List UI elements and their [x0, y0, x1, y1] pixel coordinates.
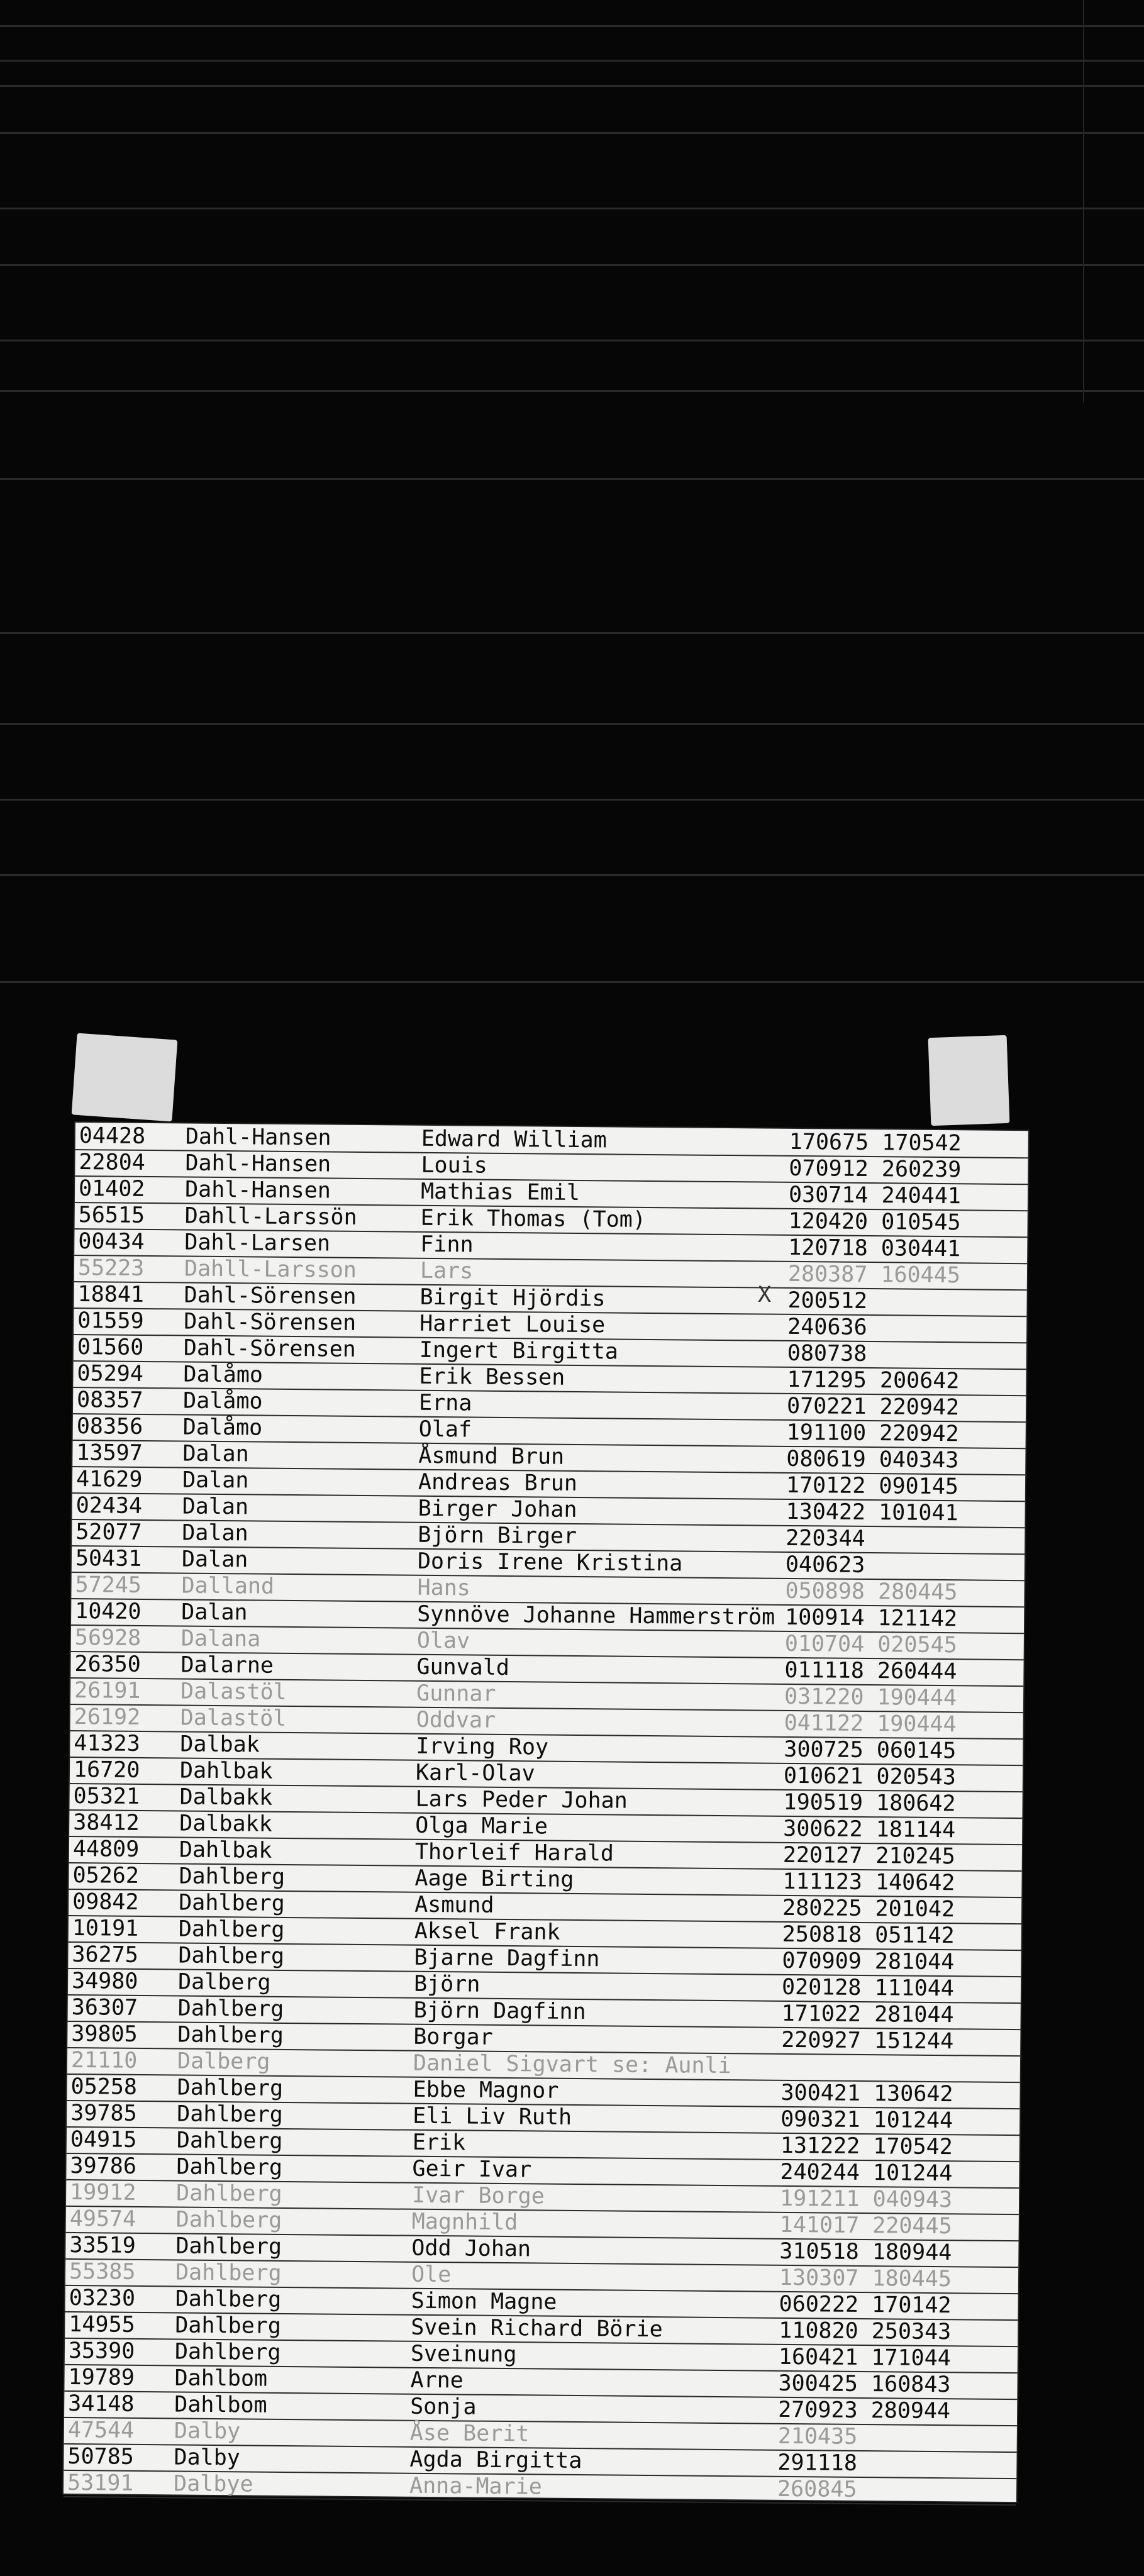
record-surname: Dalan	[182, 1494, 249, 1520]
record-surname: Dalastöl	[180, 1679, 287, 1705]
record-surname: Dahlberg	[175, 2180, 282, 2207]
record-surname: Dahlbak	[179, 1758, 273, 1784]
record-surname: Dahl-Larsen	[184, 1230, 331, 1257]
record-id: 01559	[77, 1308, 144, 1334]
record-dates: 250818 051142	[782, 1921, 955, 1949]
record-id: 33519	[69, 2232, 136, 2258]
record-id: 05321	[73, 1784, 140, 1809]
record-id: 44809	[72, 1836, 140, 1862]
record-id: 34980	[71, 1968, 138, 1994]
record-surname: Dahlberg	[176, 2128, 283, 2154]
record-surname: Dahlberg	[175, 2312, 282, 2339]
record-given-name: Olaf	[418, 1416, 472, 1443]
record-surname: Dahl-Hansen	[185, 1124, 331, 1151]
record-dates: 011118 260444	[784, 1657, 957, 1685]
record-dates: 280387 160445	[787, 1261, 961, 1289]
x-mark: X	[758, 1282, 772, 1307]
record-given-name: Björn Birger	[418, 1522, 577, 1549]
record-given-name: Ingert Birgitta	[419, 1337, 619, 1365]
record-surname: Dalland	[181, 1573, 275, 1599]
record-surname: Dahlberg	[179, 1863, 286, 1890]
record-dates: 291118	[777, 2450, 858, 2476]
record-surname: Dalby	[174, 2418, 241, 2445]
record-dates: 010704 020545	[784, 1631, 957, 1658]
record-id: 26191	[74, 1678, 141, 1704]
record-dates: 210435	[777, 2423, 858, 2450]
record-surname: Dalan	[181, 1546, 248, 1573]
record-given-name: Olav	[416, 1628, 470, 1654]
record-dates: 190519 180642	[783, 1789, 956, 1817]
record-surname: Dahlberg	[178, 1943, 285, 1969]
record-given-name: Borgar	[413, 2024, 493, 2050]
record-surname: Dalby	[174, 2445, 241, 2471]
record-surname: Dahl-Hansen	[184, 1177, 331, 1204]
record-id: 41629	[75, 1467, 143, 1492]
record-dates: 300622 181144	[783, 1816, 956, 1843]
record-dates: 171022 281044	[781, 2001, 954, 2028]
record-surname: Dahlberg	[175, 2207, 282, 2233]
record-id: 19789	[68, 2364, 135, 2390]
record-id: 36307	[71, 1994, 138, 2021]
record-id: 52077	[75, 1519, 142, 1545]
record-dates: 130422 101041	[786, 1499, 958, 1526]
record-surname: Dalbakk	[179, 1811, 272, 1837]
record-dates: 070909 281044	[782, 1948, 955, 1975]
record-given-name: Åsmund Brun	[418, 1443, 565, 1470]
record-surname: Dalan	[182, 1467, 249, 1494]
record-id: 39805	[71, 2021, 138, 2047]
record-id: 39785	[70, 2100, 137, 2126]
record-surname: Dalberg	[177, 2048, 270, 2075]
record-id: 53191	[67, 2470, 134, 2496]
record-id: 55223	[77, 1255, 145, 1281]
record-id: 49574	[69, 2206, 136, 2232]
record-given-name: Asmund	[414, 1892, 494, 1918]
record-dates: 131222 170542	[780, 2133, 953, 2160]
record-surname: Dahll-Larsson	[184, 1256, 357, 1283]
record-dates: 300425 160843	[778, 2370, 951, 2398]
record-surname: Dalan	[182, 1520, 248, 1546]
record-given-name: Geir Ivar	[412, 2156, 532, 2183]
record-surname: Dalåmo	[183, 1362, 264, 1388]
record-id: 04915	[70, 2126, 137, 2153]
record-surname: Dahl-Sörensen	[183, 1335, 356, 1362]
record-surname: Dahlbom	[174, 2365, 268, 2392]
record-dates: 240636	[787, 1314, 867, 1340]
record-given-name: Gunnar	[416, 1680, 496, 1707]
record-given-name: Aksel Frank	[414, 1918, 560, 1945]
record-id: 47544	[67, 2417, 135, 2443]
record-dates: 300725 060145	[784, 1736, 957, 1764]
record-surname: Dahlberg	[177, 2101, 283, 2128]
record-given-name: Sonja	[410, 2394, 477, 2420]
record-given-name: Birger Johan	[418, 1496, 577, 1523]
record-id: 08357	[76, 1387, 143, 1413]
record-id: 19912	[69, 2179, 136, 2206]
record-given-name: Irving Roy	[416, 1733, 549, 1760]
record-dates: 200512	[787, 1287, 868, 1314]
record-given-name: Ole	[411, 2262, 452, 2288]
record-dates: 191211 040943	[779, 2185, 953, 2213]
record-dates: 111123 140642	[782, 1868, 955, 1896]
record-dates: 080738	[787, 1340, 867, 1367]
record-dates: 170122 090145	[786, 1472, 959, 1500]
record-surname: Dalbye	[173, 2471, 253, 2497]
record-dates: 160421 171044	[778, 2344, 952, 2372]
record-given-name: Aage Birting	[414, 1865, 574, 1892]
record-id: 26350	[74, 1652, 142, 1677]
record-given-name: Erik Bessen	[419, 1363, 565, 1391]
record-id: 08356	[76, 1414, 143, 1440]
record-surname: Dalan	[181, 1599, 248, 1626]
record-id: 16720	[73, 1757, 140, 1783]
card-tab-left	[72, 1033, 178, 1122]
record-id: 55385	[69, 2258, 136, 2285]
card-tab-right	[928, 1035, 1010, 1126]
record-given-name: Erik Thomas (Tom)	[420, 1205, 647, 1233]
record-given-name: Oddvar	[416, 1707, 496, 1733]
record-id: 56515	[78, 1202, 145, 1228]
record-surname: Dahl-Hansen	[185, 1150, 331, 1177]
record-surname: Dalana	[180, 1626, 261, 1652]
record-surname: Dalastöl	[180, 1705, 287, 1731]
record-dates: 220927 151244	[781, 2027, 954, 2055]
record-id: 57245	[75, 1572, 142, 1598]
record-given-name: Björn Dagfinn	[413, 1997, 586, 2025]
record-id: 10191	[72, 1916, 139, 1941]
record-dates: 170675 170542	[789, 1129, 962, 1157]
record-id: 41323	[74, 1731, 140, 1757]
record-id: 26192	[74, 1704, 141, 1730]
record-dates: 070221 220942	[786, 1393, 960, 1421]
record-id: 03230	[69, 2285, 136, 2311]
record-given-name: Erna	[418, 1390, 472, 1416]
record-dates: 220344	[786, 1525, 865, 1552]
record-dates: 280225 201042	[782, 1895, 955, 1923]
record-surname: Dahlbak	[179, 1837, 272, 1863]
record-given-name: Björn	[413, 1971, 480, 1997]
record-surname: Dahlberg	[177, 2022, 284, 2048]
record-given-name: Andreas Brun	[418, 1469, 578, 1496]
record-dates: 010621 020543	[783, 1763, 957, 1790]
record-id: 02434	[75, 1493, 143, 1519]
record-id: 09842	[72, 1889, 139, 1915]
record-id: 22804	[79, 1150, 145, 1175]
record-surname: Dalarne	[180, 1652, 274, 1679]
record-given-name: Lars Peder Johan	[415, 1786, 628, 1814]
index-card	[64, 1123, 1028, 2502]
record-dates: 270923 280944	[778, 2397, 951, 2424]
record-id: 39786	[70, 2153, 137, 2179]
record-id: 13597	[76, 1440, 143, 1466]
record-given-name: Simon Magne	[411, 2288, 557, 2315]
record-given-name: Edward William	[421, 1126, 607, 1153]
record-id: 04428	[79, 1123, 146, 1149]
record-given-name: Hans	[417, 1575, 471, 1601]
record-dates: 171295 200642	[787, 1367, 960, 1394]
record-given-name: Daniel Sigvart se: Aunli	[413, 2050, 731, 2079]
record-id: 50785	[67, 2443, 135, 2470]
record-id: 01560	[77, 1335, 144, 1360]
record-surname: Dahl-Sörensen	[184, 1282, 357, 1309]
record-given-name: Arne	[410, 2367, 464, 2394]
record-surname: Dalåmo	[182, 1414, 263, 1441]
record-dates: 120718 030441	[788, 1235, 961, 1262]
record-surname: Dalbak	[180, 1731, 260, 1758]
record-dates: 031220 190444	[784, 1684, 957, 1711]
record-id: 35390	[68, 2338, 135, 2364]
record-dates: 120420 010545	[788, 1208, 961, 1236]
record-given-name: Gunvald	[416, 1654, 510, 1681]
record-id: 36275	[72, 1942, 138, 1968]
record-dates: 191100 220942	[786, 1419, 959, 1447]
record-given-name: Lars	[419, 1258, 474, 1284]
record-surname: Dahl-Sörensen	[184, 1309, 357, 1336]
record-dates: 030714 240441	[788, 1182, 962, 1209]
record-surname: Dalbakk	[179, 1784, 273, 1811]
record-id: 14955	[69, 2311, 135, 2338]
record-surname: Dahlberg	[175, 2233, 282, 2260]
record-given-name: Mathias Emil	[420, 1179, 580, 1206]
record-id: 34148	[68, 2390, 135, 2417]
record-dates: 300421 130642	[780, 2080, 953, 2107]
record-id: 18841	[77, 1282, 145, 1307]
record-id: 50431	[75, 1546, 142, 1572]
record-id: 38412	[73, 1810, 140, 1836]
record-given-name: Synnöve Johanne Hammerström	[417, 1601, 775, 1630]
record-id: 05294	[77, 1361, 144, 1387]
record-dates: 050898 280445	[785, 1578, 958, 1606]
record-surname: Dahlberg	[179, 1890, 285, 1916]
record-given-name: Eli Liv Ruth	[413, 2103, 572, 2130]
record-id: 05262	[72, 1863, 140, 1889]
record-id: 05258	[70, 2074, 138, 2100]
record-surname: Dahlberg	[175, 2286, 282, 2312]
record-given-name: Magnhild	[411, 2209, 518, 2236]
record-surname: Dahlberg	[174, 2339, 281, 2365]
record-id: 10420	[75, 1599, 142, 1624]
record-dates: 100914 121142	[785, 1604, 958, 1632]
record-given-name: Bjarne Dagfinn	[414, 1945, 600, 1972]
record-dates: 141017 220445	[779, 2212, 952, 2240]
record-given-name: Doris Irene Kristina	[417, 1548, 683, 1577]
record-dates: 240244 101244	[780, 2159, 953, 2187]
record-dates: 110820 250343	[779, 2318, 952, 2345]
record-given-name: Karl-Olav	[415, 1760, 535, 1787]
record-given-name: Anna-Marie	[409, 2473, 542, 2500]
record-given-name: Harriet Louise	[419, 1311, 606, 1338]
record-id: 56928	[74, 1625, 142, 1651]
record-dates: 220127 210245	[782, 1842, 955, 1870]
record-dates: 040623	[785, 1552, 865, 1578]
record-given-name: Olga Marie	[415, 1813, 548, 1840]
record-dates: 080619 040343	[786, 1446, 959, 1474]
record-dates: 020128 111044	[781, 1974, 955, 2002]
record-surname: Dahlberg	[177, 1996, 284, 2022]
record-surname: Dalberg	[177, 1969, 271, 1996]
record-surname: Dahlberg	[177, 2075, 284, 2101]
record-dates: 130307 180445	[779, 2265, 952, 2292]
record-id: 21110	[70, 2047, 138, 2074]
record-surname: Dahll-Larssön	[184, 1203, 357, 1230]
record-dates: 041122 190444	[784, 1710, 957, 1738]
record-given-name: Erik	[412, 2129, 466, 2156]
record-surname: Dahlbom	[174, 2392, 267, 2418]
record-surname: Dahlberg	[178, 1916, 285, 1943]
record-surname: Dalåmo	[182, 1388, 263, 1414]
record-dates: 090321 101244	[780, 2106, 953, 2134]
record-dates: 260845	[777, 2476, 857, 2502]
record-given-name: Ivar Borge	[411, 2182, 545, 2209]
record-surname: Dalan	[182, 1441, 249, 1467]
record-given-name: Thorleif Harald	[414, 1839, 614, 1867]
record-id: 00434	[78, 1229, 145, 1255]
record-dates: 070912 260239	[789, 1155, 962, 1183]
record-given-name: Agda Birgitta	[409, 2446, 582, 2474]
record-given-name: Birgit Hjördis	[419, 1284, 606, 1312]
record-given-name: Louis	[421, 1152, 487, 1179]
record-surname: Dahlberg	[176, 2154, 283, 2180]
record-given-name: Finn	[420, 1231, 474, 1258]
record-dates: 060222 170142	[779, 2291, 952, 2319]
record-given-name: Odd Johan	[411, 2235, 531, 2262]
record-surname: Dahlberg	[175, 2260, 282, 2286]
record-dates: 310518 180944	[779, 2238, 952, 2266]
record-given-name: Ebbe Magnor	[413, 2077, 559, 2104]
record-id: 01402	[78, 1176, 145, 1202]
record-given-name: Åse Berit	[409, 2420, 530, 2447]
record-given-name: Sveinung	[410, 2341, 517, 2368]
record-given-name: Svein Richard Börie	[411, 2314, 663, 2343]
